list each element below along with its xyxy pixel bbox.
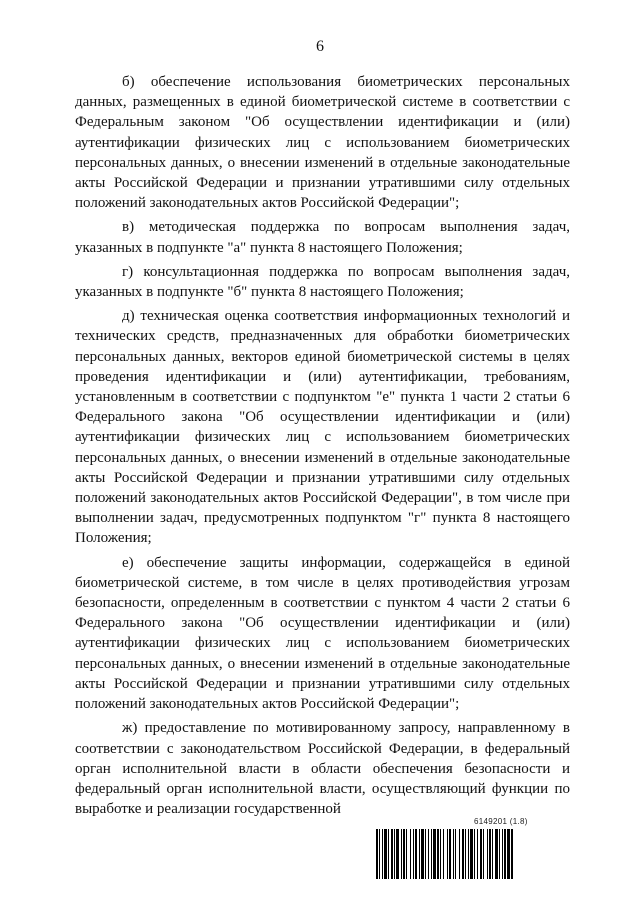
paragraph-d: д) техническая оценка соответствия информационных технологий и технических средств, предназначенных для обработки биометрических персональных данных, векторов единой биометрической системы в целях проведения идентификации и (или) аутентификации, требованиям, установленным в соответствии с подпунктом "е" пункта 1 части 2 статьи 6 Федерального закона "Об осуществлении идентификации и (или) аутентификации физических лиц с использованием биометрических персональных данных, о внесении изменений в отдельные законодательные акты Российской Федерации и признании утратившими силу отдельных положений законодательных актов Российской Федерации", в том числе при выполнении задач, предусмотренных подпунктом "г" пункта 8 настоящего Положения; <box>75 308 570 547</box>
document-code: 6149201 (1.8) <box>474 817 528 826</box>
paragraph-b: б) обеспечение использования биометрических персональных данных, размещенных в единой биометрической системе в соответствии с Федеральным законом "Об осуществлении идентификации и (или) аутентификации физических лиц с использованием биометрических персональных данных, о внесении изменений в отдельные законодательные акты Российской Федерации и признании утратившими силу отдельных положений законодательных актов Российской Федерации"; <box>75 74 570 212</box>
paragraph-g: г) консультационная поддержка по вопросам выполнения задач, указанных в подпункте "б" пункта 8 настоящего Положения; <box>75 263 570 301</box>
paragraph-e: е) обеспечение защиты информации, содержащейся в единой биометрической системе, в том числе в целях противодействия угрозам безопасности, определенным в соответствии с пунктом 4 части 2 статьи 6 Федерального закона "Об осуществлении идентификации и (или) аутентификации физических лиц с использованием биометрических персональных данных, о внесении изменений в отдельные законодательные акты Российской Федерации и признании утратившими силу отдельных положений законодательных актов Российской Федерации"; <box>75 554 570 713</box>
document-body <box>75 72 570 823</box>
page-number: 6 <box>316 38 324 55</box>
paragraph-zh: ж) предоставление по мотивированному запросу, направленному в соответствии с законодательством Российской Федерации, в федеральный орган исполнительной власти в области обеспечения безопасности и федеральный орган исполнительной власти, осуществляющий функции по выработке и реализации государственной <box>75 720 570 818</box>
barcode-image <box>376 829 576 879</box>
paragraph-v: в) методическая поддержка по вопросам выполнения задач, указанных в подпункте "а" пункта 8 настоящего Положения; <box>75 219 570 256</box>
